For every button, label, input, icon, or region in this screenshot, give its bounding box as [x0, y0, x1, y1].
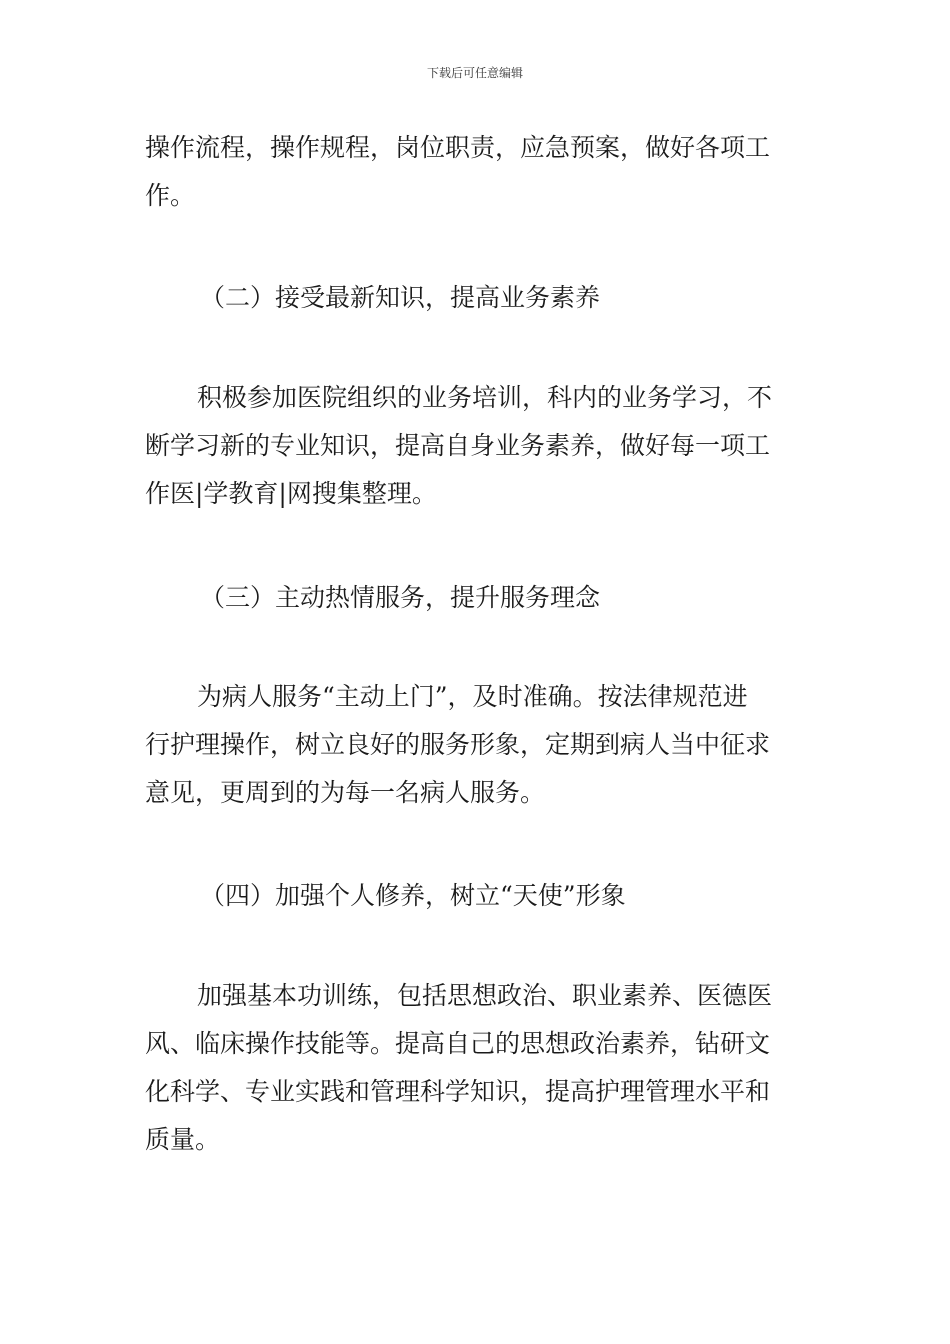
intro-line: 作。 — [145, 181, 196, 210]
page-header: 下载后可任意编辑 — [426, 66, 523, 80]
intro-paragraph — [145, 124, 809, 220]
section-heading-4: （四）加强个人修养，树立“天使”形象 — [200, 881, 626, 910]
paragraph-line: 风、临床操作技能等。提高自己的思想政治素养，钻研文 — [145, 1029, 771, 1058]
section-paragraph-4 — [145, 972, 809, 1164]
section-paragraph-3 — [145, 673, 809, 817]
paragraph-line: 意见，更周到的为每一名病人服务。 — [145, 778, 546, 807]
intro-line: 操作流程，操作规程，岗位职责，应急预案，做好各项工 — [145, 133, 771, 162]
section-paragraph-2 — [145, 374, 809, 518]
paragraph-line: 加强基本功训练，包括思想政治、职业素养、医德医 — [197, 981, 773, 1010]
paragraph-line: 作医|学教育|网搜集整理。 — [145, 479, 437, 508]
paragraph-line: 为病人服务“主动上门”，及时准确。按法律规范进 — [197, 682, 748, 711]
paragraph-line: 断学习新的专业知识，提高自身业务素养，做好每一项工 — [145, 431, 771, 460]
paragraph-line: 质量。 — [145, 1125, 221, 1154]
section-heading-2: （二）接受最新知识，提高业务素养 — [200, 283, 601, 312]
paragraph-line: 积极参加医院组织的业务培训，科内的业务学习，不 — [197, 383, 773, 412]
paragraph-line: 行护理操作，树立良好的服务形象，定期到病人当中征求 — [145, 730, 771, 759]
paragraph-line: 化科学、专业实践和管理科学知识，提高护理管理水平和 — [145, 1077, 771, 1106]
section-heading-3: （三）主动热情服务，提升服务理念 — [200, 583, 601, 612]
